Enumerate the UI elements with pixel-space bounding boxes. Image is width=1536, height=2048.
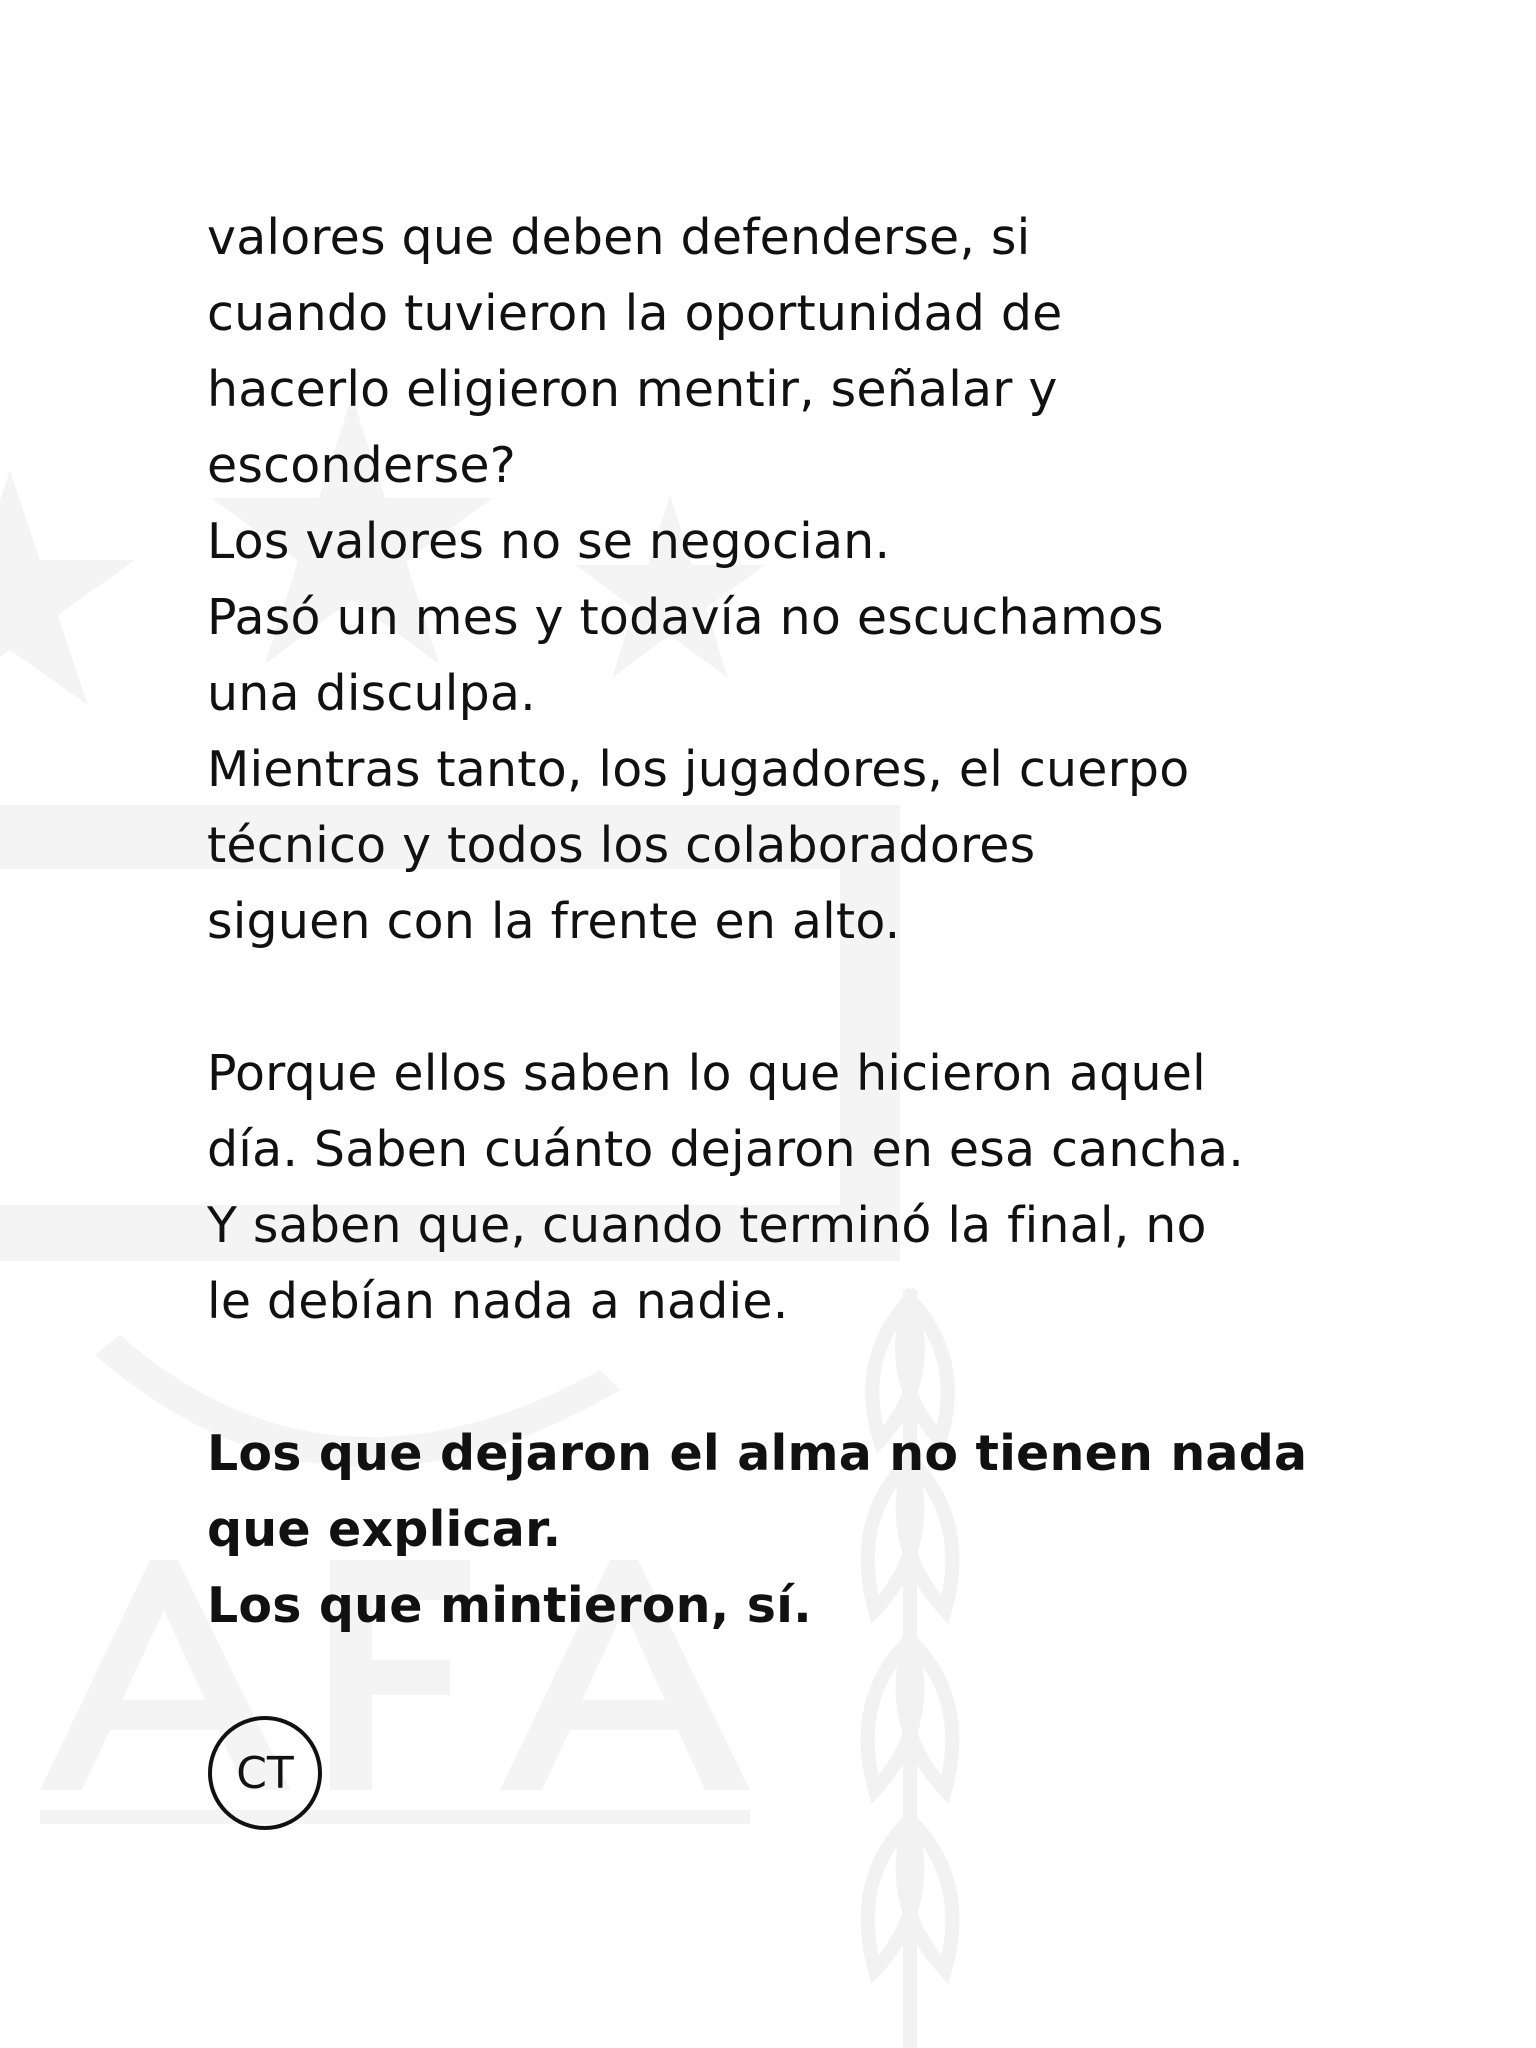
closing-line: Los que dejaron el alma no tienen nada — [207, 1425, 1308, 1482]
text-line: Y saben que, cuando terminó la final, no — [207, 1197, 1207, 1254]
text-line: le debían nada a nadie. — [207, 1273, 789, 1330]
watermark-star-left — [0, 470, 135, 705]
closing-line: que explicar. — [207, 1501, 562, 1558]
letter-body — [207, 200, 1367, 1644]
text-line: Mientras tanto, los jugadores, el cuerpo — [207, 741, 1190, 798]
text-line: técnico y todos los colaboradores — [207, 817, 1036, 874]
signature-badge: CT — [208, 1716, 322, 1830]
text-line: cuando tuvieron la oportunidad de — [207, 285, 1063, 342]
text-line: hacerlo eligieron mentir, señalar y — [207, 361, 1058, 418]
text-line: valores que deben defenderse, si — [207, 209, 1031, 266]
text-line: día. Saben cuánto dejaron en esa cancha. — [207, 1121, 1244, 1178]
text-line: Porque ellos saben lo que hicieron aquel — [207, 1045, 1206, 1102]
text-line: Los valores no se negocian. — [207, 513, 891, 570]
paragraph-gap — [207, 960, 1367, 1036]
paragraph-2 — [207, 1036, 1367, 1340]
text-line: Pasó un mes y todavía no escuchamos — [207, 589, 1164, 646]
paragraph-gap — [207, 1340, 1367, 1416]
closing-line: Los que mintieron, sí. — [207, 1577, 812, 1634]
text-line: una disculpa. — [207, 665, 536, 722]
closing-statement — [207, 1416, 1367, 1644]
text-line: siguen con la frente en alto. — [207, 893, 901, 950]
text-line: esconderse? — [207, 437, 516, 494]
watermark-base-line — [40, 1810, 750, 1824]
paragraph-1 — [207, 200, 1367, 960]
